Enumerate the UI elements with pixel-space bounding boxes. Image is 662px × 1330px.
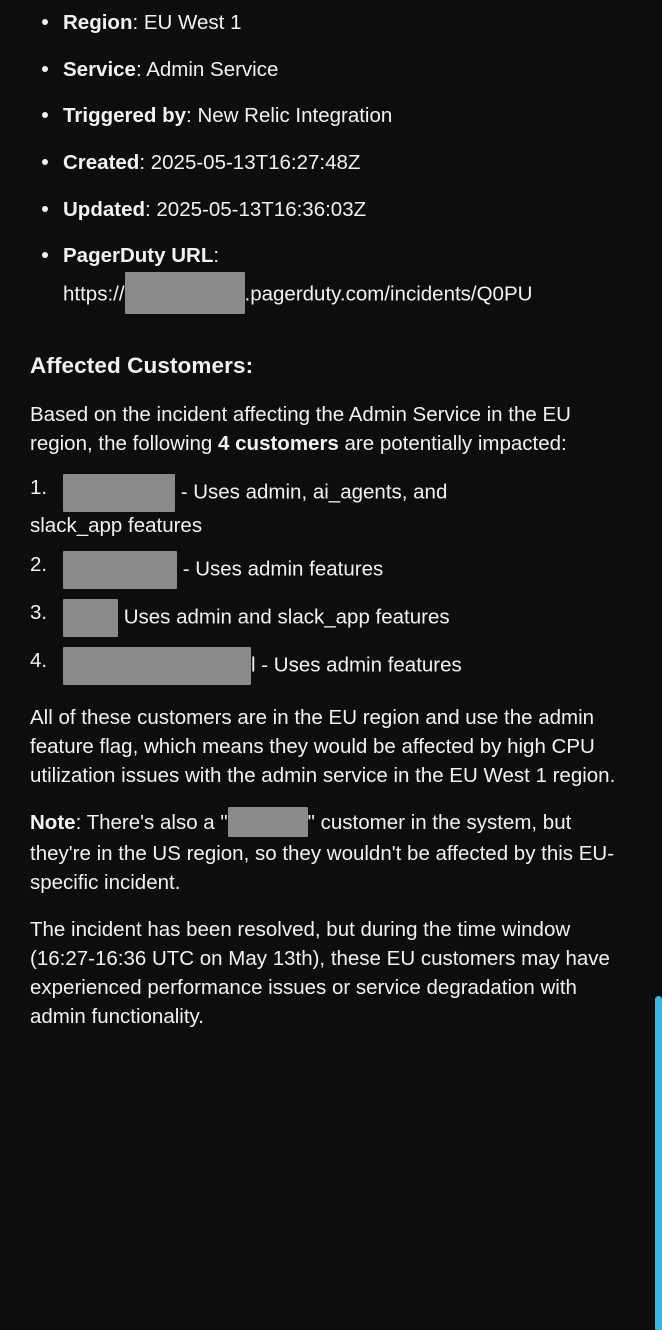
customer-2-features: - Uses admin features [182, 557, 384, 581]
redaction-block-customer-3 [63, 599, 118, 637]
pagerduty-url-value[interactable] [63, 274, 648, 316]
redaction-block-customer-1 [63, 474, 175, 512]
field-colon: : [132, 11, 144, 34]
list-item [30, 93, 648, 140]
incident-resolution-text: The incident has been resolved, but during the time window (16:27-16:36 UTC on May 13th), these EU customers may have experienced performance issues or service degradation with admin functionality. [30, 917, 610, 1029]
field-colon: : [186, 104, 198, 128]
list-item [30, 187, 648, 234]
field-label-pagerduty-url: PagerDuty URL [63, 244, 214, 268]
incident-metadata-list [0, 0, 662, 326]
field-label-region: Region [63, 11, 133, 34]
list-item-pagerduty-url [30, 233, 648, 326]
field-label-created: Created [63, 150, 140, 174]
affected-customers-heading: Affected Customers: [30, 352, 254, 378]
affected-customers-summary: All of these customers are in the EU region and use the admin feature flag, which means they would be affected by high CPU utilization issues with the admin service in the EU West 1 region. [30, 705, 616, 787]
list-item [30, 0, 648, 47]
redaction-block-customer-4 [63, 647, 251, 685]
field-value-region: EU West 1 [143, 11, 242, 34]
affected-customer-count: 4 customers [218, 431, 339, 455]
list-item [30, 647, 648, 685]
list-item [30, 474, 648, 541]
list-item [30, 140, 648, 187]
field-colon: : [145, 197, 157, 221]
redaction-block-subdomain [125, 272, 245, 314]
note-text-part1: : There's also a " [75, 811, 228, 835]
affected-customers-intro [0, 400, 662, 458]
intro-text-part1: Based on the incident affecting the Admin Service in the EU region, the following [30, 402, 571, 455]
note-text-part2: " customer in the system, but they're in the US region, so they wouldn't be affected by this EU-specific incident. [30, 811, 615, 894]
intro-text-part2: are potentially impacted: [338, 431, 567, 455]
customer-4-features: l - Uses admin features [251, 653, 462, 677]
list-item [30, 551, 648, 589]
list-item [30, 47, 648, 94]
field-colon: : [213, 244, 220, 268]
field-colon: : [139, 150, 151, 174]
field-value-updated: 2025-05-13T16:36:03Z [156, 197, 367, 221]
field-value-created: 2025-05-13T16:27:48Z [150, 150, 361, 174]
url-suffix: .pagerduty.com/incidents/Q0PU [244, 282, 533, 306]
url-prefix: https:// [63, 282, 125, 306]
affected-customers-note [0, 808, 662, 897]
redaction-block-note-customer [228, 807, 308, 837]
scrollbar-thumb[interactable] [655, 996, 662, 1330]
customer-3-features: Uses admin and slack_app features [123, 605, 450, 629]
field-label-triggered-by: Triggered by [63, 104, 187, 128]
field-label-service: Service [63, 57, 136, 81]
redaction-block-customer-2 [63, 551, 177, 589]
field-value-triggered-by: New Relic Integration [197, 104, 393, 128]
field-colon: : [135, 57, 147, 81]
affected-customers-list [0, 474, 662, 685]
note-label: Note [30, 811, 76, 835]
customer-1-features: - Uses admin, ai_agents, and [180, 480, 448, 504]
list-item [30, 599, 648, 637]
customer-1-features-wrap: slack_app features [30, 514, 203, 537]
field-value-service: Admin Service [146, 57, 279, 81]
field-label-updated: Updated [63, 197, 145, 221]
